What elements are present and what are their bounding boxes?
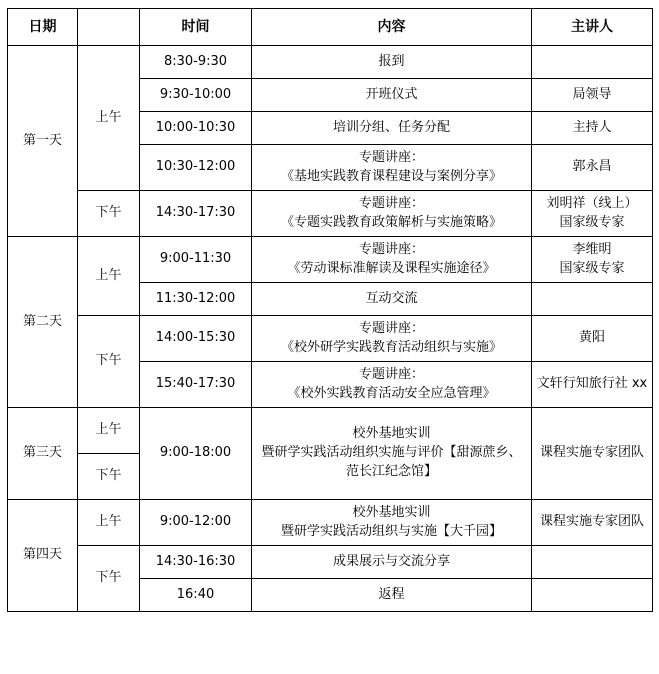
header-time: 时间: [140, 9, 252, 46]
header-row: [8, 9, 653, 46]
speaker-cell: [532, 46, 653, 79]
table-row: [8, 546, 653, 579]
content-line: 校外基地实训: [352, 426, 431, 442]
speaker-cell: [532, 112, 653, 145]
content-cell: [252, 362, 532, 408]
content-line: 《专题实践教育政策解析与实施策略》: [280, 214, 502, 230]
table-row: [8, 408, 653, 454]
speaker-line: 国家级专家: [559, 260, 625, 276]
content-line: 成果展示与交流分享: [332, 553, 450, 569]
half-day-label-cell: 下午: [78, 316, 140, 408]
content-cell: [252, 112, 532, 145]
content-cell: [252, 546, 532, 579]
day-label-cell: 第二天: [8, 237, 78, 408]
content-line: 专题讲座：: [358, 195, 424, 211]
content-line: 暨研学实践活动组织与实施【大千园】: [280, 523, 502, 539]
speaker-cell: [532, 191, 653, 237]
table-row: [8, 46, 653, 79]
content-line: 校外基地实训: [352, 504, 431, 520]
half-day-label-cell: 上午: [78, 408, 140, 454]
time-cell: 10:30-12:00: [140, 145, 252, 191]
time-cell: 14:30-16:30: [140, 546, 252, 579]
table-row: [8, 316, 653, 362]
speaker-cell: [532, 316, 653, 362]
header-content: 内容: [252, 9, 532, 46]
content-line: 专题讲座：: [358, 320, 424, 336]
speaker-line: 文轩行知旅行社 xx: [536, 376, 648, 392]
content-cell: [252, 408, 532, 500]
half-day-label-cell: 下午: [78, 546, 140, 612]
time-cell: 9:00-11:30: [140, 237, 252, 283]
content-cell: [252, 316, 532, 362]
time-cell: 9:00-18:00: [140, 408, 252, 500]
content-line: 返程: [378, 586, 405, 602]
speaker-cell: [532, 546, 653, 579]
content-line: 专题讲座：: [358, 366, 424, 382]
content-line: 专题讲座：: [358, 241, 424, 257]
content-cell: [252, 579, 532, 612]
time-cell: 15:40-17:30: [140, 362, 252, 408]
day-label-cell: 第三天: [8, 408, 78, 500]
time-cell: 10:00-10:30: [140, 112, 252, 145]
day-label-cell: 第一天: [8, 46, 78, 237]
speaker-line: 黄阳: [578, 330, 605, 346]
content-line: 《基地实践教育课程建设与案例分享》: [280, 168, 502, 184]
speaker-line: 课程实施专家团队: [539, 445, 644, 461]
content-line: 《校外实践教育活动安全应急管理》: [287, 385, 496, 401]
day-label-cell: 第四天: [8, 500, 78, 612]
time-cell: 9:00-12:00: [140, 500, 252, 546]
table-header: [8, 9, 653, 46]
content-cell: [252, 191, 532, 237]
speaker-line: 局领导: [572, 86, 612, 102]
time-cell: 11:30-12:00: [140, 283, 252, 316]
content-cell: [252, 46, 532, 79]
content-cell: [252, 283, 532, 316]
content-line: 培训分组、任务分配: [332, 119, 450, 135]
time-cell: 16:40: [140, 579, 252, 612]
speaker-line: 郭永昌: [572, 159, 612, 175]
speaker-cell: [532, 145, 653, 191]
content-line: 《校外研学实践教育活动组织与实施》: [280, 339, 502, 355]
table-row: [8, 237, 653, 283]
header-date: 日期: [8, 9, 78, 46]
speaker-cell: [532, 500, 653, 546]
content-line: 专题讲座：: [358, 149, 424, 165]
speaker-line: 刘明祥（线上）: [546, 195, 638, 211]
speaker-line: 国家级专家: [559, 214, 625, 230]
speaker-cell: [532, 408, 653, 500]
table-row: [8, 500, 653, 546]
content-cell: [252, 500, 532, 546]
content-cell: [252, 79, 532, 112]
content-line: 范长江纪念馆】: [345, 463, 437, 479]
time-cell: 14:30-17:30: [140, 191, 252, 237]
content-cell: [252, 145, 532, 191]
content-cell: [252, 237, 532, 283]
time-cell: 9:30-10:00: [140, 79, 252, 112]
speaker-cell: [532, 579, 653, 612]
content-line: 《劳动课标准解读及课程实施途径》: [287, 260, 496, 276]
half-day-label-cell: 上午: [78, 500, 140, 546]
training-schedule-table: [7, 8, 653, 612]
speaker-line: 李维明: [572, 241, 612, 257]
content-line: 互动交流: [365, 290, 418, 306]
half-day-label-cell: 下午: [78, 191, 140, 237]
speaker-line: 课程实施专家团队: [539, 514, 644, 530]
content-line: 暨研学实践活动组织实施与评价【甜源蔗乡、: [261, 445, 522, 461]
time-cell: 14:00-15:30: [140, 316, 252, 362]
content-line: 报到: [378, 53, 405, 69]
half-day-label-cell: 下午: [78, 454, 140, 500]
speaker-cell: [532, 79, 653, 112]
speaker-line: 主持人: [572, 119, 612, 135]
table-body: [8, 46, 653, 612]
header-half-day: [78, 9, 140, 46]
table-row: [8, 191, 653, 237]
content-line: 开班仪式: [365, 86, 418, 102]
speaker-cell: [532, 362, 653, 408]
half-day-label-cell: 上午: [78, 46, 140, 191]
header-speaker: 主讲人: [532, 9, 653, 46]
half-day-label-cell: 上午: [78, 237, 140, 316]
speaker-cell: [532, 237, 653, 283]
time-cell: 8:30-9:30: [140, 46, 252, 79]
speaker-cell: [532, 283, 653, 316]
